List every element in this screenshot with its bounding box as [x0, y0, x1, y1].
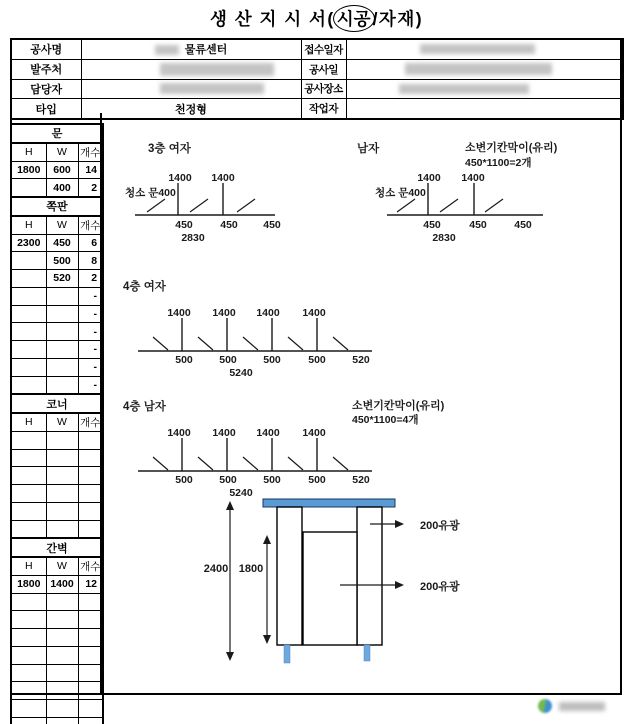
cell: 8 [78, 252, 103, 270]
door-swing-line [153, 457, 168, 470]
section-title: 간벽 [11, 538, 103, 557]
finish-label: 200유광 [420, 581, 460, 593]
total-dimension-label: 2830 [432, 232, 456, 244]
column-header: W [46, 143, 78, 161]
column-header: W [46, 557, 78, 575]
door-swing-line [198, 337, 213, 350]
urinal-partition-note: 소변기칸막이(유리) [352, 400, 445, 412]
urinal-partition-size: 450*1100=2개 [465, 157, 532, 169]
cell: 12 [78, 575, 103, 593]
drawing-title: 남자 [357, 143, 380, 155]
field-label: 담당자 [11, 79, 81, 99]
plan-3f-women-drawing [125, 141, 281, 244]
door-swing-line [237, 199, 255, 212]
arrow-down-icon [226, 652, 234, 661]
dimension-label: 1800 [238, 563, 264, 575]
urinal-partition-note: 소변기칸막이(유리) [465, 142, 558, 154]
section-title: 코너 [11, 394, 103, 413]
title-suffix: /자재) [372, 9, 424, 29]
dimension-label: 1400 [302, 307, 326, 319]
door-swing-line [485, 199, 503, 212]
column-header: 개수 [78, 143, 103, 161]
dimension-label: 450 [263, 219, 281, 231]
dimension-label: 500 [308, 474, 326, 486]
dimension-label: 450 [423, 219, 441, 231]
dimension-label: 450 [469, 219, 487, 231]
arrow-up-icon [263, 535, 271, 544]
door-swing-line [153, 337, 168, 350]
cell: - [78, 341, 103, 359]
cell: - [78, 287, 103, 305]
cell: 2 [78, 270, 103, 288]
field-label: 접수일자 [301, 39, 346, 59]
section-title: 문 [11, 124, 103, 143]
right-leg [364, 645, 370, 661]
watermark-blurred-text [559, 702, 605, 711]
door-note: 청소 문400 [375, 187, 426, 199]
arrow-up-icon [226, 501, 234, 510]
dimension-label: 500 [263, 354, 281, 366]
section-title: 쪽판 [11, 197, 103, 216]
door-swing-line [243, 457, 258, 470]
field-label: 공사명 [11, 39, 81, 59]
dimension-label: 1400 [256, 427, 280, 439]
door-swing-line [333, 457, 348, 470]
door-swing-line [288, 457, 303, 470]
dimension-label: 1400 [211, 172, 235, 184]
column-header: H [11, 413, 46, 431]
door-swing-line [397, 199, 415, 212]
arrow-right-icon [395, 581, 404, 589]
dimension-label: 500 [308, 354, 326, 366]
dimension-label: 1400 [212, 427, 236, 439]
cell: - [78, 376, 103, 394]
cell: 500 [46, 252, 78, 270]
cell: 1800 [11, 575, 46, 593]
cell: 6 [78, 234, 103, 252]
cell: 600 [46, 161, 78, 179]
arrow-down-icon [263, 635, 271, 644]
cell: - [78, 323, 103, 341]
column-header: 개수 [78, 413, 103, 431]
dimension-label: 1400 [302, 427, 326, 439]
door-swing-line [147, 199, 165, 212]
arrow-right-icon [395, 520, 404, 528]
cell: 2 [78, 179, 103, 197]
dimension-label: 1400 [417, 172, 441, 184]
dimension-label: 1400 [168, 172, 192, 184]
door-panel [303, 532, 357, 645]
dimension-label: 450 [175, 219, 193, 231]
drawing-title: 4층 남자 [123, 401, 166, 413]
column-header: 개수 [78, 557, 103, 575]
plan-3f-men-drawing [357, 140, 558, 244]
door-swing-line [243, 337, 258, 350]
dimension-label: 520 [352, 354, 370, 366]
drawing-title: 3층 여자 [148, 143, 191, 155]
headrail-bar [263, 499, 395, 507]
column-header: 개수 [78, 216, 103, 234]
dimension-label: 450 [220, 219, 238, 231]
cell: 14 [78, 161, 103, 179]
column-header: H [11, 143, 46, 161]
cell: - [78, 358, 103, 376]
plan-4f-men-drawing [123, 398, 445, 499]
cell: - [78, 305, 103, 323]
plan-4f-women-drawing [123, 279, 372, 379]
right-panel [357, 507, 382, 645]
total-dimension-label: 5240 [229, 487, 253, 499]
field-label: 타입 [11, 99, 81, 119]
field-label: 공사일 [301, 59, 346, 79]
left-leg [284, 645, 290, 663]
field-label: 공사장소 [301, 79, 346, 99]
column-header: H [11, 216, 46, 234]
watermark-logo [538, 699, 605, 713]
dimension-label: 1400 [256, 307, 280, 319]
cell: 2300 [11, 234, 46, 252]
dimension-label: 1400 [167, 427, 191, 439]
dimension-label: 500 [175, 474, 193, 486]
dimension-label: 500 [219, 354, 237, 366]
title-prefix: 생 산 지 시 서( [209, 9, 335, 29]
left-panel [277, 507, 302, 645]
column-header: H [11, 557, 46, 575]
column-header: W [46, 216, 78, 234]
dimension-label: 500 [219, 474, 237, 486]
dimension-label: 1400 [461, 172, 485, 184]
door-note: 청소 문400 [125, 187, 176, 199]
door-swing-line [198, 457, 213, 470]
drawing-title: 4층 여자 [123, 281, 166, 293]
cell: 520 [46, 270, 78, 288]
urinal-partition-size: 450*1100=4개 [352, 414, 419, 426]
column-header: W [46, 413, 78, 431]
door-swing-line [440, 199, 458, 212]
dimension-label: 450 [514, 219, 532, 231]
field-label: 발주처 [11, 59, 81, 79]
field-value: 천정형 [81, 99, 301, 119]
dimension-label: 1400 [212, 307, 236, 319]
cubicle-elevation-drawing [204, 499, 460, 663]
dimension-label: 500 [263, 474, 281, 486]
dimension-label: 1400 [167, 307, 191, 319]
cell: 450 [46, 234, 78, 252]
door-swing-line [190, 199, 208, 212]
cell: 1400 [46, 575, 78, 593]
watermark-logo-icon [538, 699, 552, 713]
field-value: 물류센터 [81, 39, 301, 59]
total-dimension-label: 2830 [181, 232, 205, 244]
door-swing-line [333, 337, 348, 350]
finish-label: 200유광 [420, 520, 460, 532]
cell: 400 [46, 179, 78, 197]
total-dimension-label: 5240 [229, 367, 253, 379]
dimension-label: 500 [175, 354, 193, 366]
dimension-label: 520 [352, 474, 370, 486]
field-label: 작업자 [301, 99, 346, 119]
dimension-label: 2400 [203, 563, 229, 575]
cell: 1800 [11, 161, 46, 179]
title-circled: 시공 [333, 5, 375, 32]
door-swing-line [288, 337, 303, 350]
